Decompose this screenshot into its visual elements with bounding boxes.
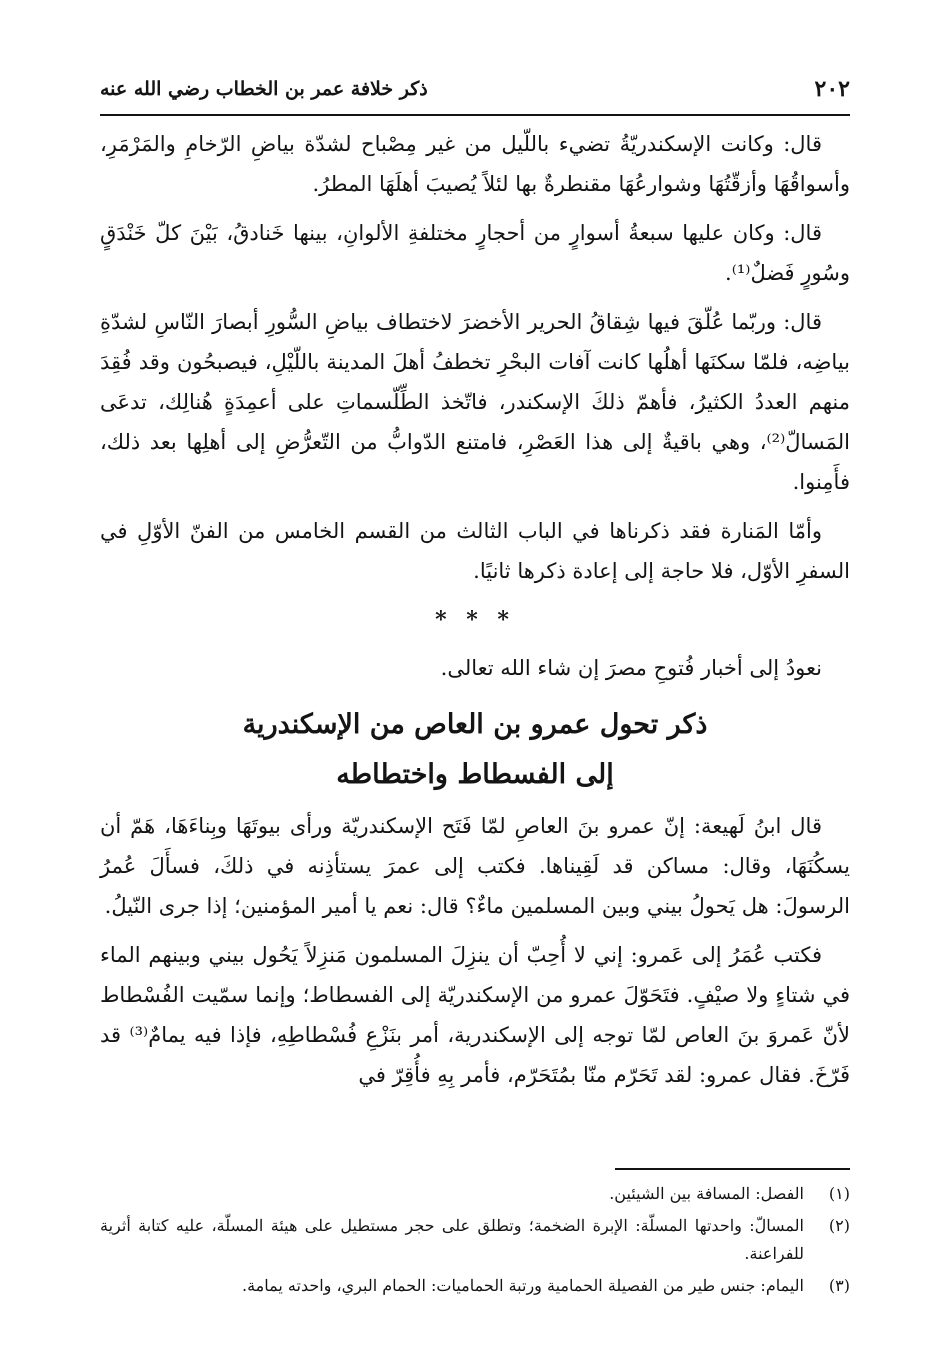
section-separator: * * * — [435, 607, 515, 633]
section-heading-line-1: ذكر تحول عمرو بن العاص من الإسكندرية — [242, 709, 708, 740]
footnote-number: (٢) — [828, 1216, 850, 1235]
section-heading-line-2: إلى الفسطاط واختطاطه — [336, 759, 614, 790]
header-rule — [100, 114, 850, 116]
running-title: ذكر خلافة عمر بن الخطاب رضي الله عنه — [100, 78, 428, 100]
footnote-text: الفصل: المسافة بين الشيئين. — [609, 1184, 804, 1203]
paragraph: قال: وربّما عُلّقَ فيها شِقاقُ الحرير الأخضرَ لاختطاف بياضِ السُّورِ أبصارَ النّاسِ لشدّةِ بياضِه، فلمّا سكنَها أهلُها كانت آفات البحْرِ تخطفُ أهلَ المدينة باللّيْلِ، فيصبحُون وقد فُقِدَ منهم العددُ الكثيرُ، فأهمّ ذلكَ الإسكندر، فاتّخذ الطِّلّسماتِ على أعمِدَةٍ هُنالِك، تدعَى المَسالّ⁽²⁾، وهي باقيةٌ إلى هذا العَصْرِ، فامتنع الدّوابُّ من التّعرُّضِ إلى أهلِها بعد ذلك، فأَمِنوا. — [100, 310, 851, 494]
footnote-rule — [615, 1168, 850, 1170]
footnote-number: (٣) — [828, 1276, 850, 1295]
transition-paragraph: نعودُ إلى أخبار فُتوحِ مصرَ إن شاء الله تعالى. — [440, 656, 822, 680]
paragraph: قال ابنُ لَهيعة: إنّ عمرو بنَ العاصِ لمّا فَتَح الإسكندريّة ورأى بيوتَهَا وبِناءَهَا، هَمّ أن يسكُنَهَا، وقال: مساكن قد لَقِيناها. فكتب إلى عمرَ يستأذِنه في ذلكَ، فسأَلَ عُمرُ الرسولَ: هل يَحولُ بيني وبين المسلمين ماءٌ؟ قال: نعم يا أمير المؤمنين؛ إذا جرى النّيلُ. — [100, 814, 850, 918]
paragraph: فكتب عُمَرُ إلى عَمرو: إني لا أُحِبّ أن ينزِلَ المسلمون مَنزِلاً يَحُول بيني وبينهم الماء في شتاءٍ ولا صيْفٍ. فتَحَوّلَ عمرو من الإسكندريّة إلى الفسطاط؛ وإنما سمّيت الفُسْطاط لأنّ عَمروَ بنَ العاص لمّا توجه إلى الإسكندرية، أمر بنَزْعِ فُسْطاطِهِ، فإذا فيه يمامٌ⁽³⁾ قد فَرّخَ. فقال عمرو: لقد تَحَرّم منّا بمُتَحَرّم، فأمر بِهِ فأُقِرّ في — [100, 943, 850, 1087]
footnote — [100, 1212, 850, 1268]
footnote-text: اليمام: جنس طير من الفصيلة الحمامية ورتبة الحماميات: الحمام البري، واحدته يمامة. — [242, 1276, 804, 1295]
page-number: ٢٠٢ — [814, 76, 850, 102]
section-heading — [100, 700, 850, 800]
paragraph: وأمّا المَنارة فقد ذكرناها في الباب الثالث من القسم الخامس من الفنّ الأوّلِ في السفرِ الأوّل، فلا حاجة إلى إعادة ذكرها ثانيًا. — [100, 519, 850, 583]
footnote-number: (١) — [828, 1184, 850, 1203]
paragraph: قال: وكانت الإسكندريّةُ تضيء باللّيل من غير مِصْباح لشدّة بياضِ الرّخامِ والمَرْمَرِ، وأسواقُهَا وأزقّتُهَا وشوارعُهَا مقنطرةٌ بها لئلاً يُصيبَ أهلَهَا المطرُ. — [100, 132, 850, 196]
main-text — [100, 124, 850, 1104]
footnote — [100, 1272, 850, 1300]
footnotes — [100, 1180, 850, 1304]
footnote-text: المسالّ: واحدتها المسلّة: الإبرة الضخمة؛ وتطلق على حجر مستطيل على هيئة المسلّة، عليه كتابة أثرية للفراعنة. — [100, 1216, 804, 1263]
page-header — [100, 72, 850, 108]
footnote — [100, 1180, 850, 1208]
paragraph: قال: وكان عليها سبعةُ أسوارٍ من أحجارٍ مختلفةِ الألوانِ، بينها خَنادقُ، بَيْنَ كلّ خَنْدَقٍ وسُورٍ فَضلٌ⁽¹⁾. — [100, 221, 850, 285]
